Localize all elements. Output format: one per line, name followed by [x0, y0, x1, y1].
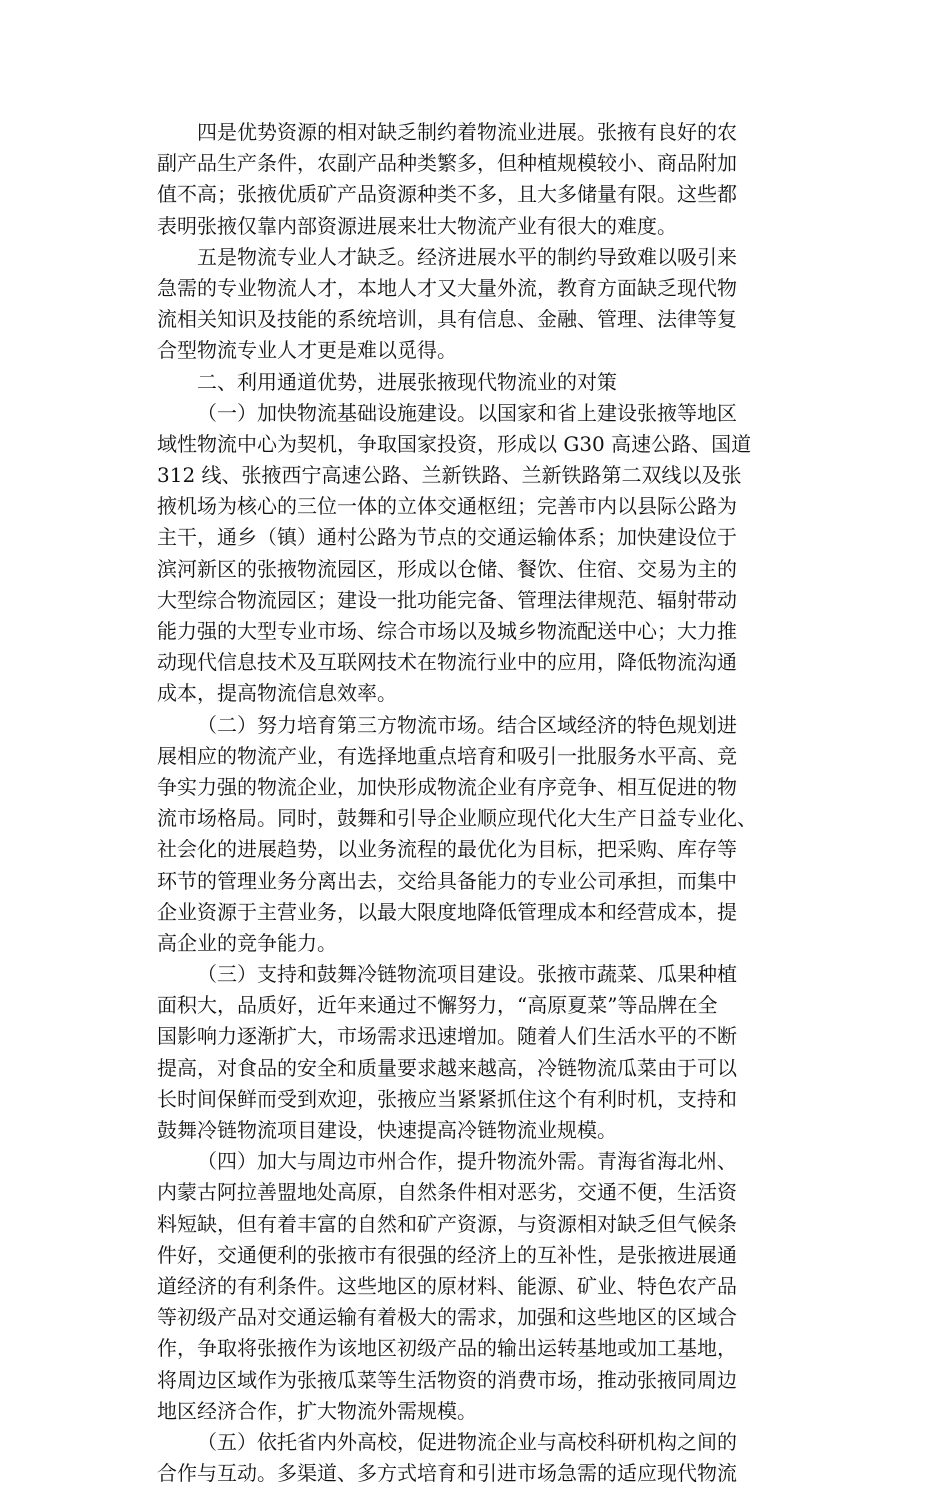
- text-line: 流相关知识及技能的系统培训，具有信息、金融、管理、法律等复: [157, 307, 737, 332]
- text-line: 面积大，品质好，近年来通过不懈努力，“高原夏菜”等品牌在全: [157, 993, 718, 1018]
- text-line: 争实力强的物流企业，加快形成物流企业有序竞争、相互促进的物: [157, 774, 737, 799]
- text-line: （三）支持和鼓舞冷链物流项目建设。张掖市蔬菜、瓜果种植: [197, 962, 737, 987]
- text-line: 成本，提高物流信息效率。: [157, 681, 397, 706]
- text-line: 流市场格局。同时，鼓舞和引导企业顺应现代化大生产日益专业化、: [157, 806, 757, 831]
- text-line: 大型综合物流园区；建设一批功能完备、管理法律规范、辐射带动: [157, 587, 737, 612]
- text-line: 鼓舞冷链物流项目建设，快速提高冷链物流业规模。: [157, 1118, 617, 1142]
- text-line: 掖机场为核心的三位一体的立体交通枢纽；完善市内以县际公路为: [157, 494, 737, 519]
- text-line: 地区经济合作，扩大物流外需规模。: [157, 1398, 477, 1423]
- text-line: 副产品生产条件，农副产品种类繁多，但种植规模较小、商品附加: [157, 151, 737, 176]
- text-line: 作，争取将张掖作为该地区初级产品的输出运转基地或加工基地，: [157, 1336, 737, 1361]
- text-line: （二）努力培育第三方物流市场。结合区域经济的特色规划进: [197, 712, 737, 737]
- text-line: 主干，通乡（镇）通村公路为节点的交通运输体系；加快建设位于: [157, 525, 737, 550]
- text-line: 环节的管理业务分离出去，交给具备能力的专业公司承担，而集中: [157, 868, 737, 893]
- text-line: （四）加大与周边市州合作，提升物流外需。青海省海北州、: [197, 1149, 737, 1174]
- text-line: 长时间保鲜而受到欢迎，张掖应当紧紧抓住这个有利时机，支持和: [157, 1086, 737, 1111]
- text-line: 五是物流专业人才缺乏。经济进展水平的制约导致难以吸引来: [197, 244, 737, 269]
- text-line: 社会化的进展趋势，以业务流程的最优化为目标，把采购、库存等: [157, 837, 737, 862]
- text-line: 内蒙古阿拉善盟地处高原，自然条件相对恶劣，交通不便，生活资: [157, 1180, 737, 1205]
- text-line: （一）加快物流基础设施建设。以国家和省上建设张掖等地区: [197, 400, 737, 425]
- text-line: 等初级产品对交通运输有着极大的需求，加强和这些地区的区域合: [157, 1305, 737, 1330]
- text-line: 道经济的有利条件。这些地区的原材料、能源、矿业、特色农产品: [157, 1273, 737, 1298]
- text-line: 表明张掖仅靠内部资源进展来壮大物流产业有很大的难度。: [157, 213, 677, 238]
- text-line: 四是优势资源的相对缺乏制约着物流业进展。张掖有良好的农: [197, 120, 737, 144]
- text-line: 二、利用通道优势，进展张掖现代物流业的对策: [197, 369, 617, 394]
- text-line: 料短缺，但有着丰富的自然和矿产资源，与资源相对缺乏但气候条: [157, 1211, 737, 1236]
- text-line: 展相应的物流产业，有选择地重点培育和吸引一批服务水平高、竞: [157, 743, 737, 768]
- text-line: 合型物流专业人才更是难以觅得。: [157, 338, 457, 363]
- text-line: 滨河新区的张掖物流园区，形成以仓储、餐饮、住宿、交易为主的: [157, 556, 737, 581]
- text-line: 合作与互动。多渠道、多方式培育和引进市场急需的适应现代物流: [157, 1461, 737, 1486]
- text-line: （五）依托省内外高校，促进物流企业与高校科研机构之间的: [197, 1429, 737, 1454]
- text-line: 将周边区域作为张掖瓜菜等生活物资的消费市场，推动张掖同周边: [157, 1367, 737, 1392]
- text-line: 急需的专业物流人才，本地人才又大量外流，教育方面缺乏现代物: [157, 275, 737, 300]
- text-line: 能力强的大型专业市场、综合市场以及城乡物流配送中心；大力推: [157, 619, 737, 643]
- text-line: 提高，对食品的安全和质量要求越来越高，冷链物流瓜菜由于可以: [157, 1055, 737, 1080]
- text-line: 值不高；张掖优质矿产品资源种类不多，且大多储量有限。这些都: [157, 182, 737, 207]
- text-line: 312 线、张掖西宁高速公路、兰新铁路、兰新铁路第二双线以及张: [157, 463, 742, 488]
- body-text: [157, 117, 797, 1489]
- text-line: 件好，交通便利的张掖市有很强的经济上的互补性，是张掖进展通: [157, 1242, 737, 1267]
- text-line: 高企业的竞争能力。: [157, 930, 337, 955]
- text-line: 企业资源于主营业务，以最大限度地降低管理成本和经营成本，提: [157, 899, 737, 924]
- text-line: 国影响力逐渐扩大，市场需求迅速增加。随着人们生活水平的不断: [157, 1024, 737, 1049]
- text-line: 域性物流中心为契机，争取国家投资，形成以 G30 高速公路、国道: [157, 431, 752, 456]
- text-line: 动现代信息技术及互联网技术在物流行业中的应用，降低物流沟通: [157, 650, 737, 675]
